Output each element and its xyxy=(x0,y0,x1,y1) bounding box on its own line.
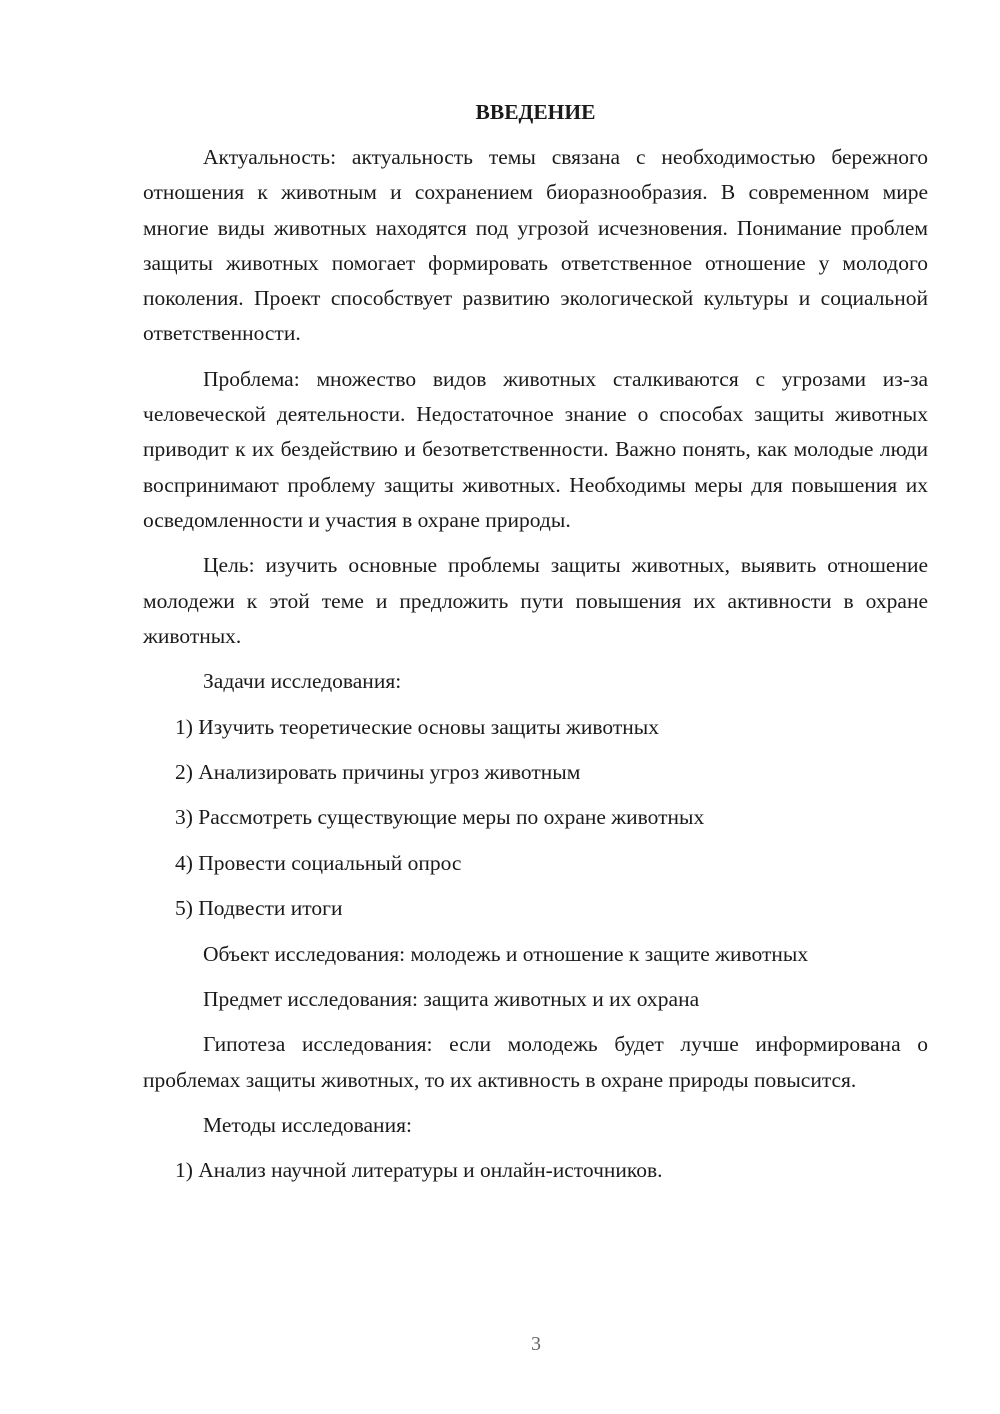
page-number: 3 xyxy=(531,1333,541,1355)
task-item-2: 2) Анализировать причины угроз животным xyxy=(175,759,581,784)
method-item-1: 1) Анализ научной литературы и онлайн-источников. xyxy=(175,1158,663,1183)
research-object: Объект исследования: молодежь и отношение к защите животных xyxy=(203,941,809,966)
relevance-paragraph: Актуальность: актуальность темы связана с необходимостью бережного отношения к животным и сохранением биоразнообразия. В современном мире многие виды животных находятся под угрозой исчезновения. Понимание проблем защиты животных помогает формировать ответственное отношение у молодого поколения. Проект способствует развитию экологической культуры и социальной ответственности. xyxy=(143,145,928,346)
page-title: ВВЕДЕНИЕ xyxy=(475,100,596,124)
task-item-4: 4) Провести социальный опрос xyxy=(175,850,462,875)
methods-heading: Методы исследования: xyxy=(203,1112,412,1137)
task-item-1: 1) Изучить теоретические основы защиты животных xyxy=(175,714,659,739)
research-subject: Предмет исследования: защита животных и их охрана xyxy=(203,986,700,1011)
problem-paragraph: Проблема: множество видов животных сталкиваются с угрозами из-за человеческой деятельности. Недостаточное знание о способах защиты животных приводит к их бездействию и безответственности. Важно понять, как молодые люди воспринимают проблему защиты животных. Необходимы меры для повышения их осведомленности и участия в охране природы. xyxy=(143,366,928,532)
page-content xyxy=(143,94,928,1199)
task-item-3: 3) Рассмотреть существующие меры по охране животных xyxy=(175,805,705,830)
task-item-5: 5) Подвести итоги xyxy=(175,896,343,921)
tasks-heading: Задачи исследования: xyxy=(203,669,402,694)
hypothesis-paragraph: Гипотеза исследования: если молодежь будет лучше информирована о проблемах защиты животных, то их активность в охране природы повысится. xyxy=(143,1032,928,1092)
goal-paragraph: Цель: изучить основные проблемы защиты животных, выявить отношение молодежи к этой теме и предложить пути повышения их активности в охране животных. xyxy=(143,553,928,648)
